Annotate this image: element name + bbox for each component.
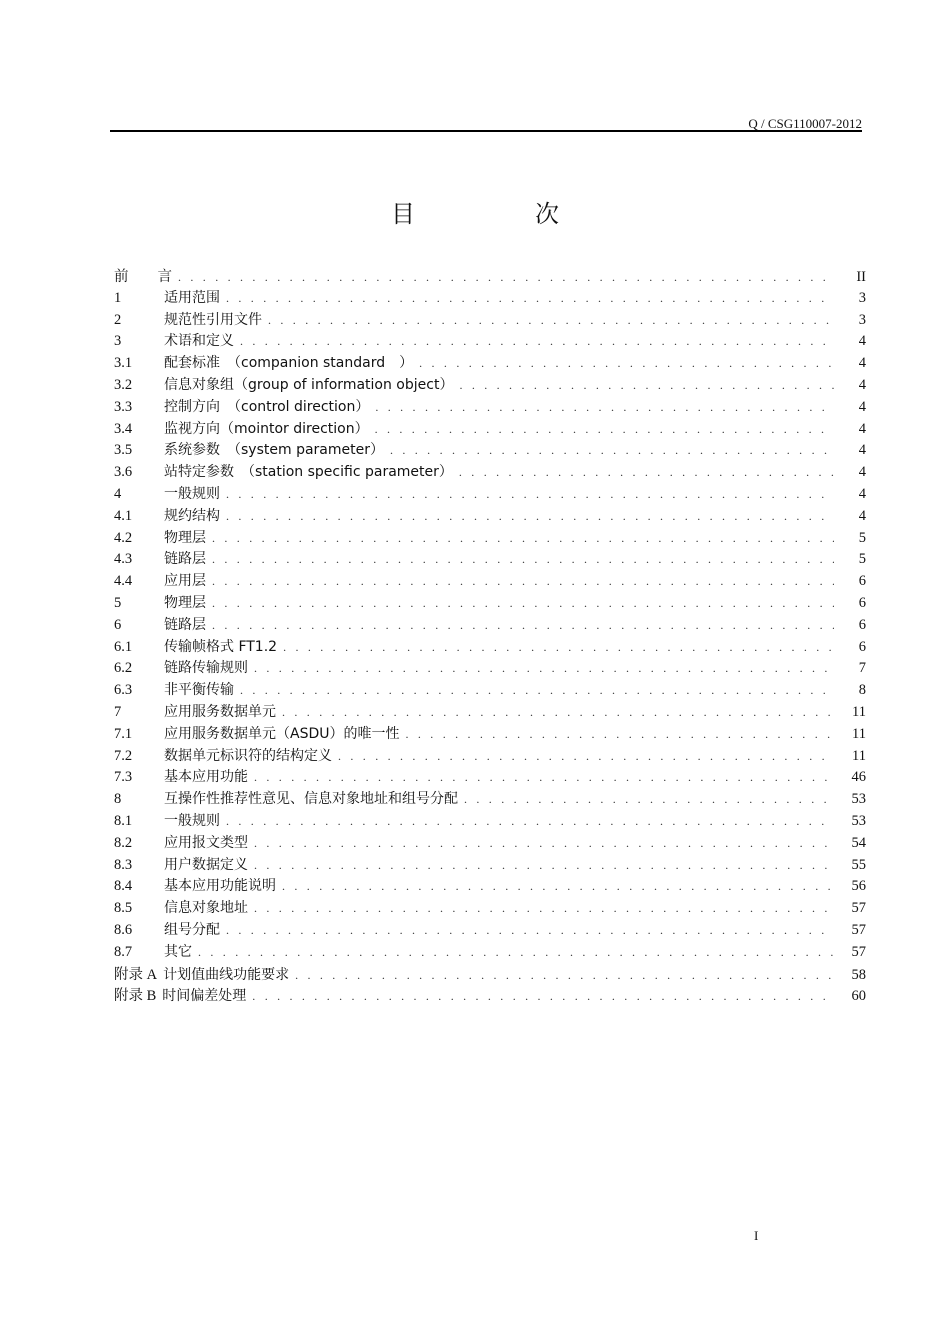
toc-leader-dots <box>406 727 835 742</box>
document-header-code: Q / CSG110007-2012 <box>748 116 862 131</box>
toc-entry-title: 规范性引用文件 <box>164 311 262 328</box>
toc-entry[interactable] <box>114 614 866 636</box>
toc-entry[interactable] <box>114 592 866 614</box>
toc-entry[interactable] <box>114 570 866 592</box>
toc-entry-title: 应用服务数据单元（ASDU）的唯一性 <box>164 725 400 742</box>
toc-entry[interactable] <box>114 788 866 810</box>
toc-entry-page: 11 <box>852 725 866 742</box>
toc-title: 目 次 <box>391 200 607 229</box>
toc-entry[interactable] <box>114 854 866 876</box>
toc-leader-dots <box>295 968 834 983</box>
toc-leader-dots <box>226 923 834 938</box>
toc-entry-page: 58 <box>851 966 866 983</box>
toc-entry-number: 8.1 <box>114 812 133 829</box>
toc-leader-dots <box>254 836 834 851</box>
toc-entry-title: 应用报文类型 <box>164 834 248 851</box>
toc-entry-number: 3.2 <box>114 376 133 393</box>
toc-entry-number: 3.4 <box>114 420 133 437</box>
toc-entry-page: 57 <box>851 900 866 917</box>
toc-entry[interactable] <box>114 897 866 919</box>
toc-leader-dots <box>282 879 834 894</box>
toc-entry[interactable] <box>114 766 866 788</box>
toc-entry-page: 4 <box>858 507 866 524</box>
toc-entry-page: 55 <box>851 856 866 873</box>
toc-entry-number: 3 <box>114 333 122 350</box>
toc-entry[interactable] <box>114 810 866 832</box>
toc-entry[interactable] <box>114 832 866 854</box>
toc-leader-dots <box>240 334 834 349</box>
toc-leader-dots <box>419 356 834 371</box>
toc-entry-number: 7.1 <box>114 725 133 742</box>
toc-entry[interactable] <box>114 657 866 679</box>
toc-entry[interactable] <box>114 875 866 897</box>
toc-list <box>114 265 866 1006</box>
toc-entry[interactable] <box>114 548 866 570</box>
toc-leader-dots <box>226 509 834 524</box>
toc-entry-title: 时间偏差处理 <box>162 988 247 1005</box>
toc-entry[interactable] <box>114 287 866 309</box>
toc-leader-dots <box>212 596 834 611</box>
toc-entry[interactable] <box>114 330 866 352</box>
toc-leader-dots <box>226 487 834 502</box>
toc-entry-page: 6 <box>858 594 866 611</box>
toc-entry-page: 7 <box>858 660 866 677</box>
toc-leader-dots <box>226 814 834 829</box>
toc-entry-page: 4 <box>858 442 866 459</box>
toc-entry-page: 5 <box>858 551 866 568</box>
toc-entry[interactable] <box>114 265 866 287</box>
toc-entry[interactable] <box>114 439 866 461</box>
toc-entry-title: 非平衡传输 <box>164 682 234 699</box>
toc-entry-number: 8.2 <box>114 834 133 851</box>
toc-entry-page: 46 <box>851 769 866 786</box>
toc-entry-title: 组号分配 <box>164 921 220 938</box>
toc-leader-dots <box>459 378 834 393</box>
toc-entry[interactable] <box>114 396 866 418</box>
toc-entry-title: 链路层 <box>164 616 206 633</box>
toc-entry[interactable] <box>114 636 866 658</box>
toc-entry[interactable] <box>114 309 866 331</box>
toc-entry-number: 2 <box>114 311 122 328</box>
toc-entry-title: 其它 <box>164 943 192 960</box>
toc-entry[interactable] <box>114 527 866 549</box>
toc-entry-page: 4 <box>858 376 866 393</box>
toc-entry-number: 8.5 <box>114 900 133 917</box>
toc-entry-page: 60 <box>851 988 866 1005</box>
toc-entry[interactable] <box>114 941 866 963</box>
toc-entry-number: 6 <box>114 616 122 633</box>
toc-leader-dots <box>212 552 834 567</box>
toc-entry-number: 6.1 <box>114 638 133 655</box>
toc-leader-dots <box>464 792 834 807</box>
toc-entry-number: 7.2 <box>114 747 133 764</box>
toc-entry-page: 5 <box>858 529 866 546</box>
toc-entry-number: 6.3 <box>114 682 133 699</box>
toc-entry-page: 53 <box>851 812 866 829</box>
toc-entry[interactable] <box>114 418 866 440</box>
toc-entry-number: 附录 A <box>114 966 158 983</box>
toc-entry-page: 3 <box>858 289 866 306</box>
toc-entry-number: 4.1 <box>114 507 133 524</box>
toc-entry-number: 4.2 <box>114 529 133 546</box>
toc-entry-number: 8 <box>114 791 122 808</box>
toc-entry-title: 数据单元标识符的结构定义 <box>164 747 332 764</box>
toc-entry-title: 链路传输规则 <box>164 660 248 677</box>
toc-entry-number: 8.6 <box>114 921 133 938</box>
toc-entry-title: 规约结构 <box>164 507 220 524</box>
toc-entry[interactable] <box>114 745 866 767</box>
toc-entry[interactable] <box>114 679 866 701</box>
toc-entry-title: 传输帧格式 FT1.2 <box>164 638 278 655</box>
toc-leader-dots <box>338 749 834 764</box>
toc-entry[interactable] <box>114 505 866 527</box>
toc-entry-title: 适用范围 <box>164 289 220 306</box>
toc-entry-title: 基本应用功能 <box>164 769 248 786</box>
toc-entry-page: 57 <box>851 921 866 938</box>
toc-entry-title: 物理层 <box>164 594 206 611</box>
toc-entry-title: 系统参数 （system parameter） <box>164 442 384 459</box>
toc-entry-number: 7 <box>114 703 122 720</box>
toc-entry[interactable] <box>114 461 866 483</box>
toc-entry-number: 8.4 <box>114 878 133 895</box>
toc-entry-page: 53 <box>851 791 866 808</box>
toc-entry-title: 应用层 <box>164 573 206 590</box>
toc-entry-title: 信息对象组（group of information object） <box>164 376 454 393</box>
toc-entry[interactable] <box>114 701 866 723</box>
toc-leader-dots <box>212 531 834 546</box>
toc-leader-dots <box>390 443 834 458</box>
toc-leader-dots <box>252 989 834 1004</box>
toc-entry-title: 术语和定义 <box>164 333 234 350</box>
toc-entry-number: 4.4 <box>114 573 133 590</box>
toc-entry-page: 4 <box>858 485 866 502</box>
toc-leader-dots <box>212 574 834 589</box>
toc-entry-title: 链路层 <box>164 551 206 568</box>
toc-entry-title: 互操作性推荐性意见、信息对象地址和组号分配 <box>164 791 458 808</box>
toc-entry-page: II <box>856 269 866 285</box>
toc-entry-page: 56 <box>851 878 866 895</box>
toc-entry-page: 4 <box>858 420 866 437</box>
toc-entry-number: 8.7 <box>114 943 133 960</box>
toc-entry[interactable] <box>114 984 866 1006</box>
toc-entry-title: 站特定参数 （station specific parameter） <box>164 464 453 481</box>
toc-entry-page: 3 <box>858 311 866 328</box>
toc-entry-number: 8.3 <box>114 856 133 873</box>
toc-leader-dots <box>283 640 834 655</box>
toc-entry-number: 前 言 <box>114 269 172 285</box>
toc-entry-title: 计划值曲线功能要求 <box>163 966 290 983</box>
toc-entry-page: 54 <box>851 834 866 851</box>
toc-leader-dots <box>375 422 834 437</box>
page-number: I <box>754 1228 759 1243</box>
toc-entry-number: 1 <box>114 289 122 306</box>
toc-entry-page: 4 <box>858 464 866 481</box>
toc-entry-page: 57 <box>851 943 866 960</box>
toc-entry-number: 4.3 <box>114 551 133 568</box>
toc-entry[interactable] <box>114 919 866 941</box>
toc-entry-title: 配套标准 （companion standard ） <box>164 355 414 372</box>
toc-entry[interactable] <box>114 374 866 396</box>
toc-entry-title: 基本应用功能说明 <box>164 878 276 895</box>
toc-entry-number: 7.3 <box>114 769 133 786</box>
toc-leader-dots <box>240 683 834 698</box>
toc-entry-number: 附录 B <box>114 988 157 1005</box>
toc-entry-number: 3.6 <box>114 464 133 481</box>
header-rule <box>110 130 862 132</box>
toc-entry-page: 6 <box>858 573 866 590</box>
toc-entry[interactable] <box>114 963 866 985</box>
toc-leader-dots <box>198 945 834 960</box>
toc-entry-page: 6 <box>858 638 866 655</box>
toc-entry-title: 应用服务数据单元 <box>164 703 276 720</box>
toc-entry-title: 一般规则 <box>164 485 220 502</box>
toc-leader-dots <box>282 705 834 720</box>
toc-entry-page: 4 <box>858 333 866 350</box>
toc-entry-title: 控制方向 （control direction） <box>164 398 370 415</box>
toc-leader-dots <box>375 400 834 415</box>
toc-entry-page: 4 <box>858 355 866 372</box>
toc-entry-page: 8 <box>858 682 866 699</box>
toc-entry-title: 用户数据定义 <box>164 856 248 873</box>
toc-leader-dots <box>254 661 834 676</box>
toc-entry-number: 3.1 <box>114 355 133 372</box>
toc-entry-number: 3.3 <box>114 398 133 415</box>
toc-entry-number: 5 <box>114 594 122 611</box>
toc-entry[interactable] <box>114 483 866 505</box>
toc-leader-dots <box>254 858 834 873</box>
toc-leader-dots <box>178 270 834 285</box>
toc-entry-number: 4 <box>114 485 122 502</box>
toc-entry[interactable] <box>114 723 866 745</box>
toc-entry-title: 一般规则 <box>164 812 220 829</box>
toc-entry-page: 11 <box>852 703 866 720</box>
toc-entry-title: 信息对象地址 <box>164 900 248 917</box>
toc-leader-dots <box>254 901 834 916</box>
toc-entry-title: 监视方向（mointor direction） <box>164 420 369 437</box>
toc-leader-dots <box>254 770 834 785</box>
toc-entry-number: 6.2 <box>114 660 133 677</box>
toc-entry-number: 3.5 <box>114 442 133 459</box>
toc-leader-dots <box>226 291 834 306</box>
toc-entry-page: 4 <box>858 398 866 415</box>
toc-entry[interactable] <box>114 352 866 374</box>
toc-entry-page: 6 <box>858 616 866 633</box>
toc-leader-dots <box>268 313 834 328</box>
toc-entry-title: 物理层 <box>164 529 206 546</box>
toc-entry-page: 11 <box>852 747 866 764</box>
toc-leader-dots <box>459 465 834 480</box>
toc-leader-dots <box>212 618 834 633</box>
